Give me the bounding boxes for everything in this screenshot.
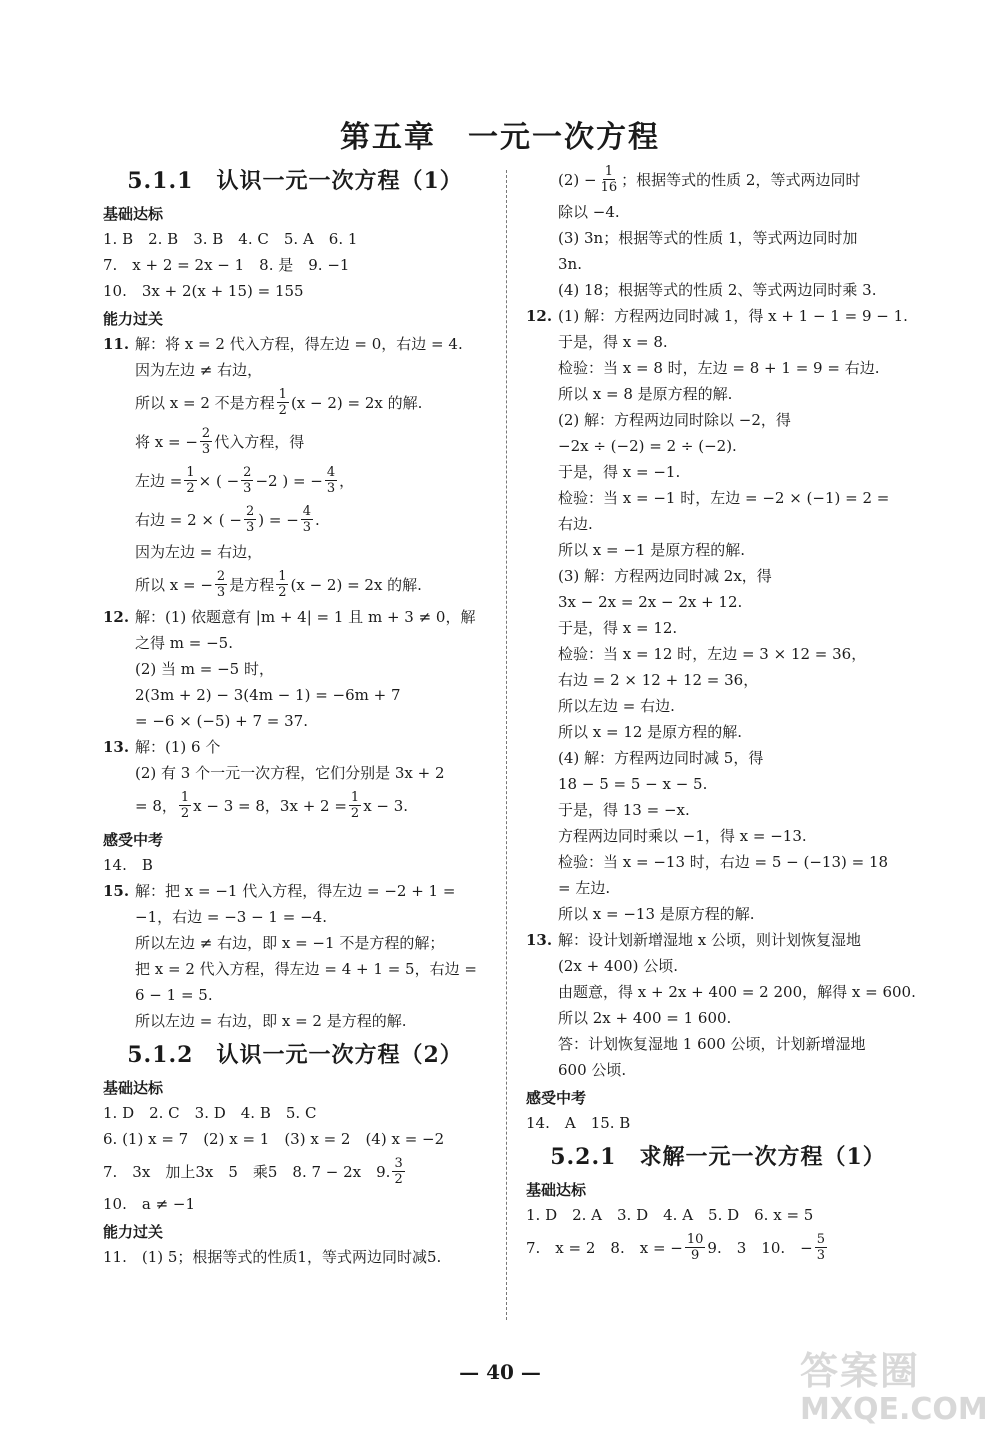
answer-line: 3n. xyxy=(558,255,582,273)
numerator: 2 xyxy=(216,569,226,584)
fraction xyxy=(685,1232,706,1263)
subsection-heading: 感受中考 xyxy=(103,831,164,849)
denominator: 2 xyxy=(186,481,195,496)
denominator: 16 xyxy=(600,180,618,195)
numerator: 2 xyxy=(243,465,252,480)
subsection-heading: 基础达标 xyxy=(103,1079,164,1097)
denominator: 3 xyxy=(816,1248,825,1263)
answer-line: (4) 解：方程两边同时减 5，得 xyxy=(558,749,764,767)
answer-line xyxy=(518,927,918,953)
fraction xyxy=(325,465,337,496)
answer-line: 右边 = 2 × 12 + 12 = 36， xyxy=(558,671,759,689)
answer-line xyxy=(95,383,495,422)
fraction xyxy=(349,790,361,821)
answer-line: 600 公顷. xyxy=(558,1061,627,1079)
denominator: 2 xyxy=(350,806,360,821)
answer-text: 所以 x = 2 不是方程 xyxy=(135,393,275,412)
answer-line: 检验：当 x = −13 时，右边 = 5 − (−13) = 18 xyxy=(558,853,889,871)
numerator: 2 xyxy=(201,426,211,441)
subsection-heading: 感受中考 xyxy=(526,1089,587,1107)
answer-line: 因为左边 ≠ 右边， xyxy=(135,361,263,379)
answer-line: (3) 3n；根据等式的性质 1，等式两边同时加 xyxy=(558,229,858,247)
fraction xyxy=(301,504,313,535)
answer-text: (x − 2) = 2x 的解. xyxy=(290,393,423,412)
answer-line: = −6 × (−5) + 7 = 37. xyxy=(135,712,308,730)
denominator: 2 xyxy=(278,403,287,418)
numerator: 1 xyxy=(278,387,287,402)
answer-line: −1，右边 = −3 − 1 = −4. xyxy=(135,908,327,926)
answer-line xyxy=(518,303,918,329)
fraction xyxy=(815,1232,827,1263)
denominator: 3 xyxy=(216,585,226,600)
question-number: 12. xyxy=(526,307,553,325)
answer-text: ；根据等式的性质 2，等式两边同时 xyxy=(621,170,861,189)
denominator: 2 xyxy=(278,585,287,600)
answer-line xyxy=(518,1228,918,1267)
fraction xyxy=(179,790,191,821)
answer-line xyxy=(95,331,495,357)
answer-line: = 左边. xyxy=(558,879,611,897)
answer-line: 于是，得 x = 8. xyxy=(558,333,668,351)
denominator: 3 xyxy=(302,520,312,535)
denominator: 9 xyxy=(691,1248,700,1263)
numerator: 5 xyxy=(816,1232,825,1247)
fraction xyxy=(244,504,256,535)
numerator: 1 xyxy=(350,790,360,805)
answer-line: 检验：当 x = 8 时，左边 = 8 + 1 = 9 = 右边. xyxy=(558,359,880,377)
answer-line xyxy=(95,734,495,760)
section-title: 5.1.1 认识一元一次方程（1） xyxy=(127,168,463,194)
answer-text: (1) 解：方程两边同时减 1，得 x + 1 − 1 = 9 − 1. xyxy=(558,307,908,325)
answer-line: 14. A 15. B xyxy=(526,1114,631,1132)
section-title: 5.2.1 求解一元一次方程（1） xyxy=(550,1144,886,1170)
answer-line xyxy=(95,461,495,500)
answer-text: . xyxy=(315,510,320,529)
answer-line: 1. B 2. B 3. B 4. C 5. A 6. 1 xyxy=(103,230,358,248)
answer-line: 答：计划恢复湿地 1 600 公顷，计划新增湿地 xyxy=(558,1035,866,1053)
answer-text: 9. 3 10. − xyxy=(707,1238,813,1257)
answer-line xyxy=(95,604,495,630)
answer-line: 因为左边 = 右边， xyxy=(135,543,263,561)
denominator: 2 xyxy=(394,1172,403,1187)
question-number: 13. xyxy=(103,738,130,756)
answer-line: (2) 当 m = −5 时， xyxy=(135,660,274,678)
answer-text: ， xyxy=(339,471,355,490)
watermark-url: MXQE.COM xyxy=(800,1392,988,1427)
answer-line: 6 − 1 = 5. xyxy=(135,986,213,1004)
answer-line: 7. x + 2 = 2x − 1 8. 是 9. −1 xyxy=(103,256,350,274)
answer-text: 解：(1) 6 个 xyxy=(135,738,221,756)
column-divider xyxy=(506,170,507,1320)
page-number: — 40 — xyxy=(459,1360,541,1384)
answer-line: 10. a ≠ −1 xyxy=(103,1195,196,1213)
answer-line: 所以 x = −1 是原方程的解. xyxy=(558,541,745,559)
numerator: 4 xyxy=(302,504,312,519)
answer-line: 所以 x = 8 是原方程的解. xyxy=(558,385,733,403)
answer-line: 于是，得 13 = −x. xyxy=(558,801,690,819)
answer-text: x − 3 = 8，3x + 2 = xyxy=(193,796,347,815)
answer-line: 方程两边同时乘以 −1，得 x = −13. xyxy=(558,827,807,845)
answer-text: 所以 x = − xyxy=(135,575,213,594)
answer-line: 1. D 2. C 3. D 4. B 5. C xyxy=(103,1104,317,1122)
subsection-heading: 能力过关 xyxy=(103,1223,164,1241)
answer-text: = 8， xyxy=(135,796,177,815)
answer-line: 14. B xyxy=(103,856,153,874)
fraction xyxy=(241,465,253,496)
answer-line: (3) 解：方程两边同时减 2x，得 xyxy=(558,567,772,585)
answer-line xyxy=(95,422,495,461)
fraction xyxy=(276,569,288,600)
answer-line: (2x + 400) 公顷. xyxy=(558,957,678,975)
answer-text: 解：(1) 依题意有 |m + 4| = 1 且 m + 3 ≠ 0，解 xyxy=(135,608,476,626)
numerator: 1 xyxy=(186,465,195,480)
answer-line: 所以 2x + 400 = 1 600. xyxy=(558,1009,732,1027)
watermark-logo: 答案圈 xyxy=(800,1349,921,1393)
numerator: 1 xyxy=(604,164,613,179)
answer-text: 左边 = xyxy=(135,471,183,490)
answer-line: 于是，得 x = 12. xyxy=(558,619,678,637)
question-number: 13. xyxy=(526,931,553,949)
fraction xyxy=(392,1156,404,1187)
answer-line: 1. D 2. A 3. D 4. A 5. D 6. x = 5 xyxy=(526,1206,814,1224)
answer-line: 由题意，得 x + 2x + 400 = 2 200，解得 x = 600. xyxy=(558,983,916,1001)
denominator: 3 xyxy=(201,442,211,457)
question-number: 11. xyxy=(103,335,130,353)
answer-text: 代入方程，得 xyxy=(214,432,305,451)
chapter-title: 第五章 一元一次方程 xyxy=(340,120,660,155)
denominator: 3 xyxy=(243,481,252,496)
answer-line: 2(3m + 2) − 3(4m − 1) = −6m + 7 xyxy=(135,686,401,704)
answer-line: 检验：当 x = −1 时，左边 = −2 × (−1) = 2 = xyxy=(558,489,890,507)
answer-line: 18 − 5 = 5 − x − 5. xyxy=(558,775,708,793)
answer-line: 把 x = 2 代入方程，得左边 = 4 + 1 = 5，右边 = xyxy=(135,960,477,978)
answer-text: 7. x = 2 8. x = − xyxy=(526,1238,683,1257)
answer-line xyxy=(95,565,495,604)
left-column xyxy=(95,160,495,1270)
answer-text: 7. 3x 加上3x 5 乘5 8. 7 − 2x 9. xyxy=(103,1162,391,1181)
answer-line: 所以左边 = 右边. xyxy=(558,697,675,715)
answer-line: 3x − 2x = 2x − 2x + 12. xyxy=(558,593,743,611)
answer-line: 除以 −4. xyxy=(558,203,620,221)
answer-line xyxy=(95,786,495,825)
fraction xyxy=(200,426,212,457)
subsection-heading: 能力过关 xyxy=(103,310,164,328)
numerator: 4 xyxy=(326,465,336,480)
answer-text: 是方程 xyxy=(229,575,275,594)
answer-line: (4) 18；根据等式的性质 2、等式两边同时乘 3. xyxy=(558,281,877,299)
answer-line: 11. (1) 5；根据等式的性质1，等式两边同时减5. xyxy=(103,1248,442,1266)
answer-line: 所以 x = 12 是原方程的解. xyxy=(558,723,742,741)
answer-line: (2) 解：方程两边同时除以 −2，得 xyxy=(558,411,791,429)
numerator: 1 xyxy=(180,790,190,805)
answer-line: 右边. xyxy=(558,515,593,533)
numerator: 10 xyxy=(686,1232,704,1247)
numerator: 3 xyxy=(394,1156,403,1171)
answer-line: 10. 3x + 2(x + 15) = 155 xyxy=(103,282,304,300)
answer-line xyxy=(518,160,918,199)
answer-text: −2 ) = − xyxy=(255,471,323,490)
fraction xyxy=(184,465,196,496)
answer-text: (x − 2) = 2x 的解. xyxy=(290,575,422,594)
fraction xyxy=(599,164,620,195)
question-number: 12. xyxy=(103,608,130,626)
answer-line xyxy=(95,500,495,539)
section-title: 5.1.2 认识一元一次方程（2） xyxy=(127,1042,463,1068)
answer-line: 所以左边 ≠ 右边，即 x = −1 不是方程的解； xyxy=(135,934,445,952)
answer-text: 解：将 x = 2 代入方程，得左边 = 0，右边 = 4. xyxy=(135,335,463,353)
fraction xyxy=(215,569,227,600)
answer-text: x − 3. xyxy=(363,796,409,815)
subsection-heading: 基础达标 xyxy=(103,205,164,223)
answer-text: 解：把 x = −1 代入方程，得左边 = −2 + 1 = xyxy=(135,882,456,900)
fraction xyxy=(277,387,289,418)
answer-line: 所以左边 = 右边，即 x = 2 是方程的解. xyxy=(135,1012,407,1030)
answer-text: × ( − xyxy=(198,471,240,490)
answer-line: 于是，得 x = −1. xyxy=(558,463,681,481)
subsection-heading: 基础达标 xyxy=(526,1181,587,1199)
answer-line xyxy=(95,1152,495,1191)
answer-line xyxy=(95,878,495,904)
numerator: 2 xyxy=(245,504,255,519)
answer-text: 右边 = 2 × ( − xyxy=(135,510,242,529)
denominator: 3 xyxy=(245,520,255,535)
answer-line: 所以 x = −13 是原方程的解. xyxy=(558,905,755,923)
answer-text: 将 x = − xyxy=(135,432,198,451)
answer-line: (2) 有 3 个一元一次方程，它们分别是 3x + 2 xyxy=(135,764,445,782)
right-column xyxy=(518,160,918,1267)
numerator: 1 xyxy=(278,569,287,584)
denominator: 2 xyxy=(180,806,190,821)
answer-text: 解：设计划新增湿地 x 公顷，则计划恢复湿地 xyxy=(558,931,861,949)
answer-line: 6. (1) x = 7 (2) x = 1 (3) x = 2 (4) x = −2 xyxy=(103,1130,445,1148)
answer-line: 之得 m = −5. xyxy=(135,634,233,652)
answer-text: (2) − xyxy=(558,170,597,189)
answer-line: −2x ÷ (−2) = 2 ÷ (−2). xyxy=(558,437,737,455)
denominator: 3 xyxy=(326,481,336,496)
answer-line: 检验：当 x = 12 时，左边 = 3 × 12 = 36， xyxy=(558,645,867,663)
question-number: 15. xyxy=(103,882,130,900)
answer-text: ) = − xyxy=(258,510,299,529)
